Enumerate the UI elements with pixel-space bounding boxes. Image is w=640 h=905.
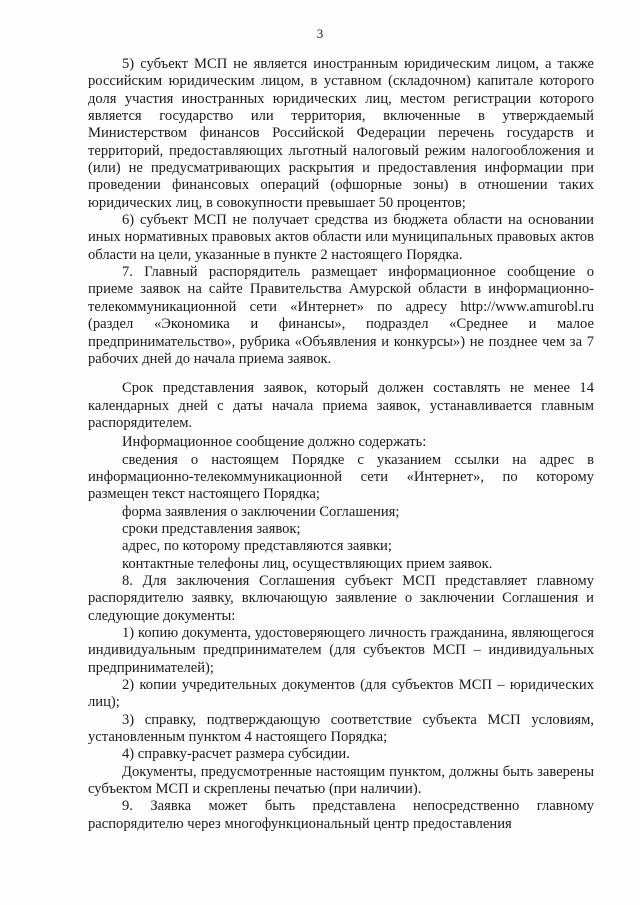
paragraph-info-item-1: сведения о настоящем Порядке с указанием ссылки на адрес в информационно-телекоммуникационной сети «Интернет», по которому размещен текст настоящего Порядка; <box>88 451 594 503</box>
paragraph-clause-9: 9. Заявка может быть представлена непосредственно главному распорядителю через многофункциональный центр предоставления <box>88 798 594 832</box>
paragraph-documents-certified: Документы, предусмотренные настоящим пунктом, должны быть заверены субъектом МСП и скреплены печатью (при наличии). <box>88 763 594 798</box>
paragraph-doc-3: 3) справку, подтверждающую соответствие субъекта МСП условиям, установленным пунктом 4 настоящего Порядка; <box>88 711 594 746</box>
paragraph-info-item-5: контактные телефоны лиц, осуществляющих прием заявок. <box>122 555 493 572</box>
page-number: 3 <box>316 26 324 41</box>
paragraph-clause-8: 8. Для заключения Соглашения субъект МСП представляет главному распорядителю заявку, включающую заявление о заключении Соглашения и следующие документы: <box>88 572 594 624</box>
paragraph-info-item-2: форма заявления о заключении Соглашения; <box>122 503 400 520</box>
paragraph-clause-7: 7. Главный распорядитель размещает информационное сообщение о приеме заявок на сайте Правительства Амурской области в информационно-телекоммуникационной сети «Интернет» по адресу http://www.amurobl.ru (раздел «Экономика и финансы», подраздел «Среднее и малое предпринимательство», рубрика «Объявления и конкурсы») не позднее чем за 7 рабочих дней до начала приема заявок. <box>88 264 594 367</box>
paragraph-item-6: 6) субъект МСП не получает средства из бюджета области на основании иных нормативных правовых актов области или муниципальных правовых актов области на цели, указанные в пункте 2 настоящего Порядка. <box>88 212 594 263</box>
paragraph-info-message: Информационное сообщение должно содержать: <box>122 434 427 451</box>
paragraph-info-item-4: адрес, по которому представляются заявки; <box>122 538 392 555</box>
paragraph-deadline: Срок представления заявок, который должен составлять не менее 14 календарных дней с даты начала приема заявок, устанавливается главным распорядителем. <box>88 380 594 431</box>
paragraph-doc-1: 1) копию документа, удостоверяющего личность гражданина, являющегося индивидуальным предпринимателем (для субъектов МСП – индивидуальных предпринимателей); <box>88 625 594 676</box>
paragraph-item-5: 5) субъект МСП не является иностранным юридическим лицом, а также российским юридическим лицом, в уставном (складочном) капитале которого доля участия иностранных юридических лиц, местом регистрации которого является государство или территория, включенные в утверждаемый Министерством финансов Российской Федерации перечень государств и территорий, предоставляющих льготный налоговый режим налогообложения и (или) не предусматривающих раскрытия и предоставления информации при проведении финансовых операций (офшорные зоны) в отношении таких юридических лиц, в совокупности превышает 50 процентов; <box>88 56 594 211</box>
paragraph-info-item-3: сроки представления заявок; <box>122 520 301 537</box>
document-body <box>88 56 594 833</box>
paragraph-doc-2: 2) копии учредительных документов (для субъектов МСП – юридических лиц); <box>88 677 594 711</box>
paragraph-doc-4: 4) справку-расчет размера субсидии. <box>122 746 350 763</box>
